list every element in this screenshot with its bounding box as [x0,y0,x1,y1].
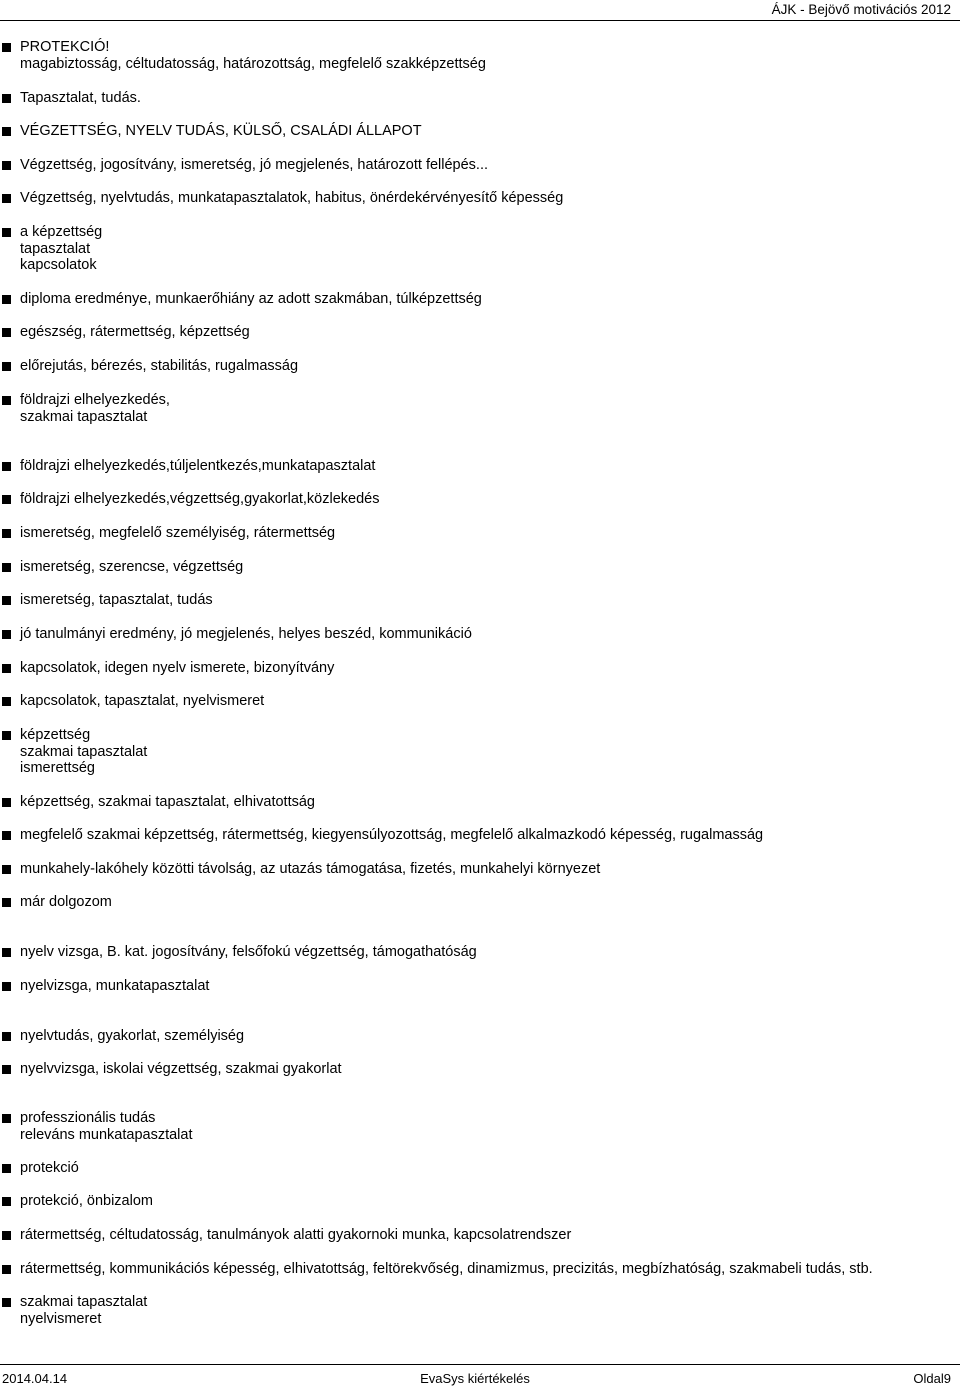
header-divider [0,20,960,21]
list-item-text [20,123,960,140]
square-bullet-icon [2,362,11,371]
list-item-line: nyelvvizsga, iskolai végzettség, szakmai gyakorlat [20,1061,342,1077]
header-title: ÁJK - Bejövő motivációs 2012 [771,2,951,17]
square-bullet-icon [2,295,11,304]
list-item-text [20,944,960,961]
list-item-text [20,491,960,508]
list-item-text [20,525,960,542]
list-item-text [20,39,960,72]
square-bullet-icon [2,1298,11,1307]
list-item-text [20,827,960,844]
square-bullet-icon [2,563,11,572]
list-item-line: a képzettség [20,224,103,240]
list-item-line: kapcsolatok [20,257,97,274]
list-item-text [20,861,960,878]
list-item-text [20,324,960,341]
list-item-text [20,626,960,643]
list-item-text [20,727,960,777]
square-bullet-icon [2,865,11,874]
list-item-line: megfelelő szakmai képzettség, rátermettség, kiegyensúlyozottság, megfelelő alkalmazkodó képesség, rugalmasság [20,827,764,843]
square-bullet-icon [2,1164,11,1173]
list-item-line: ismeretség, megfelelő személyiség, rátermettség [20,525,336,541]
square-bullet-icon [2,898,11,907]
square-bullet-icon [2,1032,11,1041]
square-bullet-icon [2,831,11,840]
list-item-text [20,458,960,475]
square-bullet-icon [2,462,11,471]
square-bullet-icon [2,529,11,538]
square-bullet-icon [2,948,11,957]
list-item-line: ismeretség, szerencse, végzettség [20,559,244,575]
list-item-text [20,978,960,995]
list-item-line: Végzettség, nyelvtudás, munkatapasztalatok, habitus, önérdekérvényesítő képesség [20,190,564,206]
list-item-text [20,559,960,576]
list-item-line: tapasztalat [20,240,91,257]
list-item-line: földrajzi elhelyezkedés, [20,392,170,408]
list-item-text [20,157,960,174]
square-bullet-icon [2,731,11,740]
list-item-line: munkahely-lakóhely közötti távolság, az utazás támogatása, fizetés, munkahelyi környezet [20,861,601,877]
list-item-line: protekció, önbizalom [20,1193,153,1209]
list-item-line: ismeretség, tapasztalat, tudás [20,592,213,608]
list-item-text [20,291,960,308]
list-item-text [20,190,960,207]
list-item-text [20,693,960,710]
list-item-line: szakmai tapasztalat [20,1294,148,1310]
square-bullet-icon [2,1231,11,1240]
list-item-line: VÉGZETTSÉG, NYELV TUDÁS, KÜLSŐ, CSALÁDI ÁLLAPOT [20,123,422,139]
list-item-text [20,1028,960,1045]
list-item-line: előrejutás, bérezés, stabilitás, rugalmasság [20,358,299,374]
list-item-line: Végzettség, jogosítvány, ismeretség, jó megjelenés, határozott fellépés... [20,157,489,173]
square-bullet-icon [2,228,11,237]
footer-page-number: Oldal9 [913,1371,951,1386]
square-bullet-icon [2,94,11,103]
list-item-line: nyelvizsga, munkatapasztalat [20,978,210,994]
square-bullet-icon [2,194,11,203]
square-bullet-icon [2,396,11,405]
list-item-line: rátermettség, kommunikációs képesség, elhivatottság, feltörekvőség, dinamizmus, precizitás, megbízhatóság, szakmabeli tudás, stb. [20,1261,873,1277]
list-item-text [20,1061,960,1078]
square-bullet-icon [2,127,11,136]
list-item-line: földrajzi elhelyezkedés,túljelentkezés,munkatapasztalat [20,458,376,474]
list-item-text [20,894,960,911]
list-item-line: diploma eredménye, munkaerőhiány az adott szakmában, túlképzettség [20,291,482,307]
square-bullet-icon [2,798,11,807]
square-bullet-icon [2,630,11,639]
list-item-line: kapcsolatok, tapasztalat, nyelvismeret [20,693,265,709]
list-item-line: földrajzi elhelyezkedés,végzettség,gyakorlat,közlekedés [20,491,380,507]
list-item-text [20,1160,960,1177]
list-item-text [20,660,960,677]
list-item-text [20,358,960,375]
list-item-line: nyelv vizsga, B. kat. jogosítvány, felsőfokú végzettség, támogathatóság [20,944,477,960]
square-bullet-icon [2,982,11,991]
list-item-line: nyelvismeret [20,1310,102,1327]
list-item-line: képzettség [20,727,91,743]
list-item-text [20,1110,960,1143]
list-item-line: jó tanulmányi eredmény, jó megjelenés, helyes beszéd, kommunikáció [20,626,472,642]
square-bullet-icon [2,161,11,170]
list-item-text [20,90,960,107]
list-item-text [20,392,960,425]
list-item-line: szakmai tapasztalat [20,743,148,760]
list-item-line: képzettség, szakmai tapasztalat, elhivatottság [20,794,315,810]
square-bullet-icon [2,1265,11,1274]
list-item-text [20,794,960,811]
list-item-line: egészség, rátermettség, képzettség [20,324,250,340]
list-item-line: szakmai tapasztalat [20,408,148,425]
square-bullet-icon [2,43,11,52]
list-item-text [20,1294,960,1327]
footer-date: 2014.04.14 [2,1371,68,1386]
square-bullet-icon [2,664,11,673]
list-item-line: professzionális tudás [20,1110,156,1126]
list-item-line: Tapasztalat, tudás. [20,90,141,106]
square-bullet-icon [2,495,11,504]
list-item-line: kapcsolatok, idegen nyelv ismerete, bizonyítvány [20,660,335,676]
square-bullet-icon [2,1197,11,1206]
list-item-line: már dolgozom [20,894,112,910]
footer-divider [0,1364,960,1365]
list-item-line: magabiztosság, céltudatosság, határozottság, megfelelő szakképzettség [20,55,486,72]
list-item-line: PROTEKCIÓ! [20,39,110,55]
square-bullet-icon [2,596,11,605]
list-item-text [20,1261,960,1278]
list-item-text [20,592,960,609]
square-bullet-icon [2,1114,11,1123]
list-item-line: releváns munkatapasztalat [20,1126,193,1143]
list-item-line: protekció [20,1160,79,1176]
square-bullet-icon [2,1065,11,1074]
footer-title: EvaSys kiértékelés [420,1371,530,1386]
list-item-text [20,224,960,274]
list-item-text [20,1227,960,1244]
list-item-line: nyelvtudás, gyakorlat, személyiség [20,1028,245,1044]
square-bullet-icon [2,697,11,706]
list-item-text [20,1193,960,1210]
list-item-line: ismerettség [20,760,95,777]
list-item-line: rátermettség, céltudatosság, tanulmányok alatti gyakornoki munka, kapcsolatrendszer [20,1227,572,1243]
square-bullet-icon [2,328,11,337]
